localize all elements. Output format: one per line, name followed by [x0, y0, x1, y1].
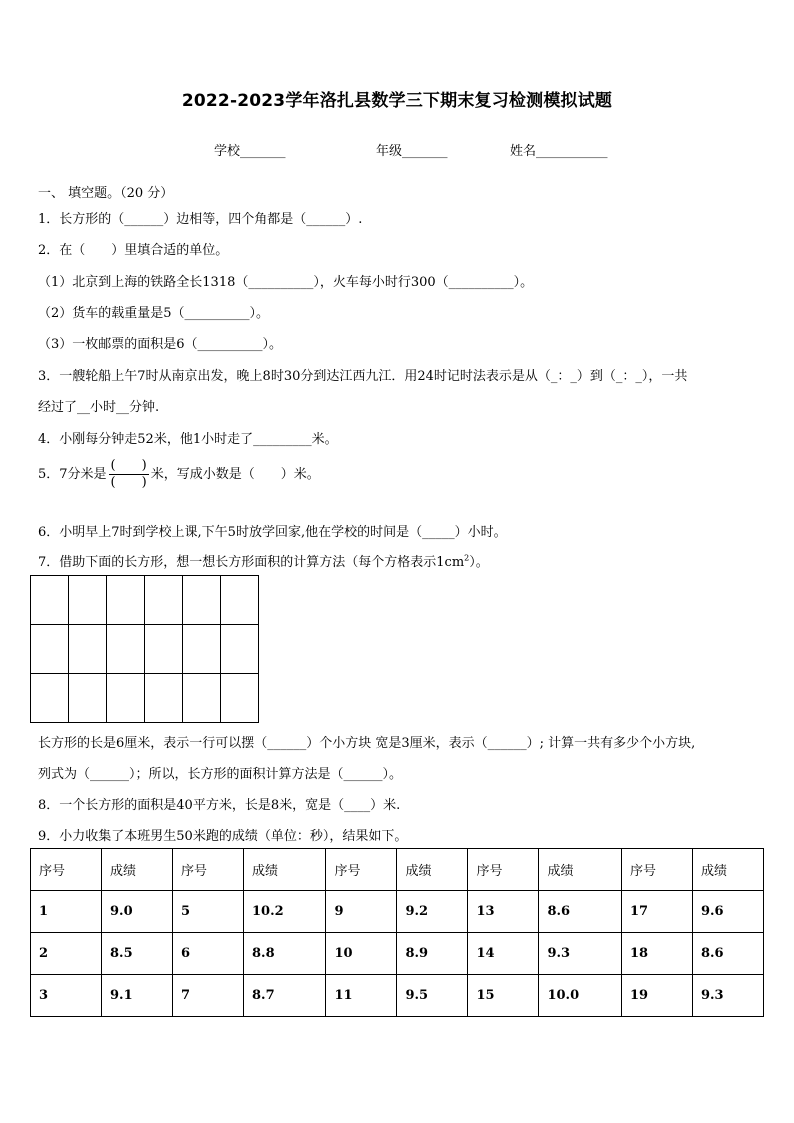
grid-cell: [69, 674, 107, 723]
question-5: [38, 458, 320, 491]
fraction-numerator: ( ): [110, 458, 147, 473]
table-cell: 8.9: [397, 933, 468, 975]
page-title: 2022-2023学年洛扎县数学三下期末复习检测模拟试题: [181, 91, 613, 111]
question-4: 4．小刚每分钟走52米，他1小时走了_________米。: [38, 432, 338, 447]
table-cell: 14: [468, 933, 539, 975]
table-cell: 2: [31, 933, 102, 975]
table-row: [31, 933, 764, 975]
question-2-1: （1）北京到上海的铁路全长1318（__________），火车每小时行300（__________）。: [38, 275, 534, 290]
grid-cell: [221, 576, 259, 625]
grid-cell: [31, 576, 69, 625]
table-cell: 6: [173, 933, 244, 975]
table-cell: 9.2: [397, 891, 468, 933]
q5-prefix: 5．7分米是: [38, 467, 107, 482]
grid-cell: [31, 625, 69, 674]
table-cell: 9.0: [102, 891, 173, 933]
table-cell: 9: [326, 891, 397, 933]
fraction-denominator: ( ): [110, 475, 147, 490]
score-table: [30, 848, 764, 1017]
grid-cell: [145, 674, 183, 723]
table-cell: 10: [326, 933, 397, 975]
question-7-explanation: 长方形的长是6厘米，表示一行可以摆（______）个小方块 宽是3厘米，表示（______）; 计算一共有多少个小方块,: [38, 736, 696, 751]
grid-cell: [183, 674, 221, 723]
question-8: 8．一个长方形的面积是40平方米，长是8米，宽是（____）米.: [38, 798, 401, 813]
grid-cell: [107, 625, 145, 674]
table-header-cell: 成绩: [539, 849, 621, 891]
grid-cell: [221, 625, 259, 674]
table-header-cell: 序号: [173, 849, 244, 891]
table-cell: 11: [326, 975, 397, 1017]
rectangle-grid: [30, 575, 259, 723]
question-3: 3．一艘轮船上午7时从南京出发，晚上8时30分到达江西九江．用24时记时法表示是从（_：_）到（_：_），一共: [38, 369, 688, 384]
table-header-cell: 序号: [31, 849, 102, 891]
question-6: 6．小明早上7时到学校上课,下午5时放学回家,他在学校的时间是（_____）小时。: [38, 525, 507, 540]
section-heading: 一、 填空题。（20 分）: [38, 186, 174, 201]
q5-suffix: 米，写成小数是（ ）米。: [150, 467, 320, 482]
name-field: 姓名___________: [510, 144, 608, 159]
table-cell: 7: [173, 975, 244, 1017]
question-7-explanation-cont: 列式为（______）；所以，长方形的面积计算方法是（______）。: [38, 767, 403, 782]
q7-end: ）。: [469, 555, 489, 570]
table-cell: 8.8: [244, 933, 326, 975]
grid-cell: [31, 674, 69, 723]
grid-cell: [183, 576, 221, 625]
grid-cell: [145, 625, 183, 674]
table-cell: 8.7: [244, 975, 326, 1017]
table-cell: 10.0: [539, 975, 621, 1017]
question-9: 9．小力收集了本班男生50米跑的成绩（单位：秒），结果如下。: [38, 829, 408, 844]
table-row: [31, 975, 764, 1017]
table-header-cell: 序号: [621, 849, 692, 891]
table-cell: 3: [31, 975, 102, 1017]
grid-cell: [183, 625, 221, 674]
table-cell: 17: [621, 891, 692, 933]
table-cell: 15: [468, 975, 539, 1017]
table-header-cell: 序号: [326, 849, 397, 891]
grid-cell: [69, 576, 107, 625]
school-field: 学校_______: [214, 144, 286, 159]
question-2-2: （2）货车的载重量是5（__________）。: [38, 306, 270, 321]
grade-field: 年级_______: [376, 144, 448, 159]
table-cell: 1: [31, 891, 102, 933]
question-3-cont: 经过了__小时__分钟.: [38, 400, 160, 415]
table-cell: 19: [621, 975, 692, 1017]
table-header-cell: 成绩: [692, 849, 763, 891]
table-row: [31, 891, 764, 933]
table-cell: 8.5: [102, 933, 173, 975]
table-cell: 9.5: [397, 975, 468, 1017]
grid-cell: [107, 576, 145, 625]
table-cell: 13: [468, 891, 539, 933]
table-cell: 9.3: [692, 975, 763, 1017]
table-header-cell: 成绩: [102, 849, 173, 891]
grid-cell: [221, 674, 259, 723]
question-2-3: （3）一枚邮票的面积是6（__________）。: [38, 337, 283, 352]
grid-cell: [145, 576, 183, 625]
grid-cell: [69, 625, 107, 674]
table-header-cell: 成绩: [397, 849, 468, 891]
fraction: [109, 458, 149, 491]
table-cell: 18: [621, 933, 692, 975]
q7-text: 7．借助下面的长方形，想一想长方形面积的计算方法（每个方格表示1cm: [38, 555, 465, 570]
q7-superscript: 2: [464, 553, 470, 563]
table-cell: 9.1: [102, 975, 173, 1017]
table-cell: 9.3: [539, 933, 621, 975]
table-header-cell: 成绩: [244, 849, 326, 891]
question-7: [38, 551, 489, 570]
table-cell: 8.6: [539, 891, 621, 933]
table-header-cell: 序号: [468, 849, 539, 891]
question-2: 2．在（ ）里填合适的单位。: [38, 243, 229, 258]
table-header-row: [31, 849, 764, 891]
table-cell: 5: [173, 891, 244, 933]
table-cell: 10.2: [244, 891, 326, 933]
question-1: 1．长方形的（______）边相等，四个角都是（______）.: [38, 212, 363, 227]
table-cell: 8.6: [692, 933, 763, 975]
table-cell: 9.6: [692, 891, 763, 933]
grid-cell: [107, 674, 145, 723]
